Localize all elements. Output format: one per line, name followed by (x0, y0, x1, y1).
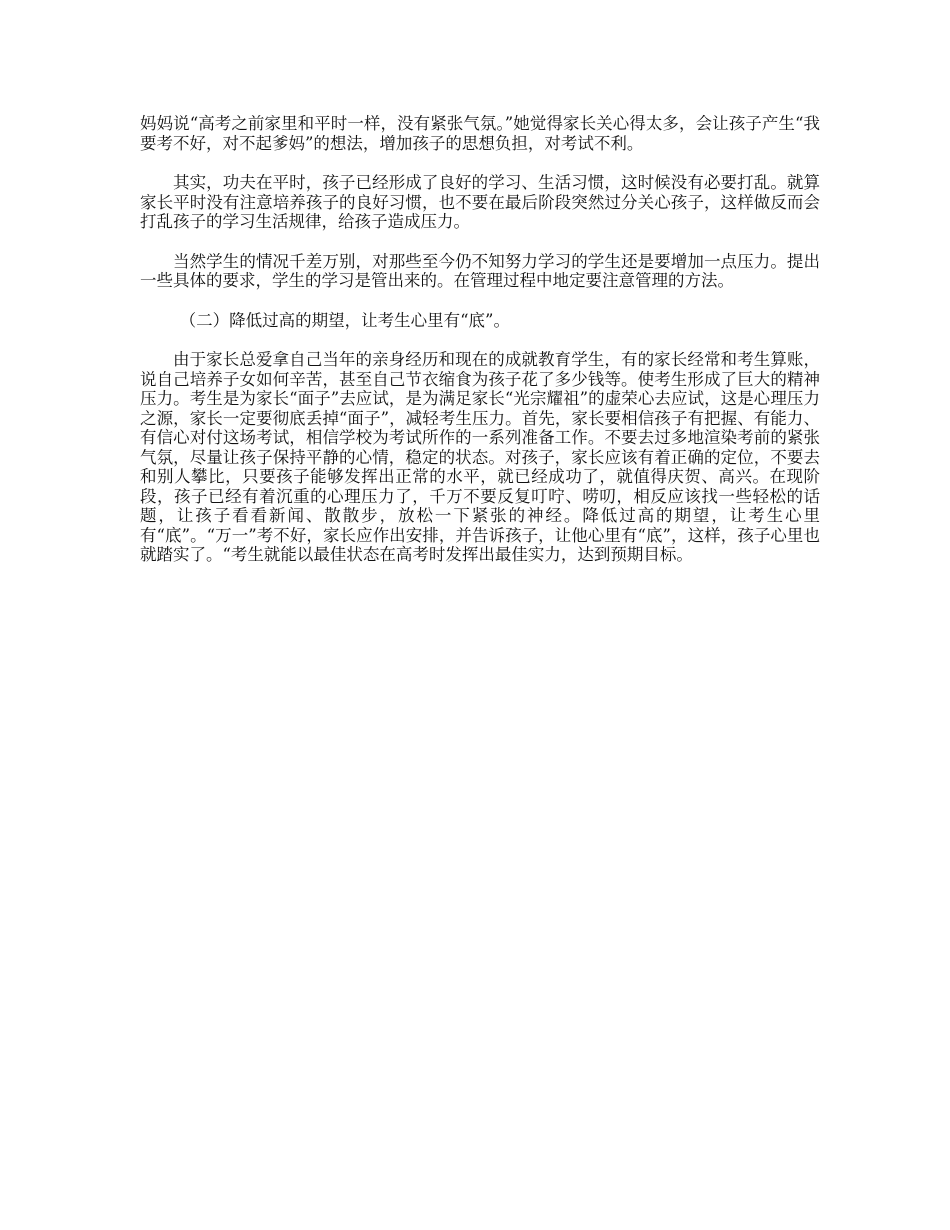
section-heading: （二）降低过高的期望，让考生心里有“底”。 (179, 310, 510, 330)
paragraph-pressure: 当然学生的情况千差万别，对那些至今仍不知努力学习的学生还是要增加一点压力。提出一些具体的要求，学生的学习是管出来的。在管理过程中地定要注意管理的方法。 (140, 251, 820, 290)
paragraph-continuation: 妈妈说“高考之前家里和平时一样，没有紧张气氛。”她觉得家长关心得太多，会让孩子产生“我要考不好，对不起爹妈”的想法，增加孩子的思想负担，对考试不利。 (140, 114, 820, 153)
paragraph-habits: 其实，功夫在平时，孩子已经形成了良好的学习、生活习惯，这时候没有必要打乱。就算家长平时没有注意培养孩子的良好习惯，也不要在最后阶段突然过分关心孩子，这样做反而会打乱孩子的学习生活规律，给孩子造成压力。 (140, 173, 820, 231)
paragraph-expectations: 由于家长总爱拿自己当年的亲身经历和现在的成就教育学生，有的家长经常和考生算账，说自己培养子女如何辛苦，甚至自己节衣缩食为孩子花了多少钱等。使考生形成了巨大的精神压力。考生是为家长“面子”去应试，是为满足家长“光宗耀祖”的虚荣心去应试，这是心理压力之源，家长一定要彻底丢掉“面子”，减轻考生压力。首先，家长要相信孩子有把握、有能力、有信心对付这场考试，相信学校为考试所作的一系列准备工作。不要去过多地渲染考前的紧张气氛，尽量让孩子保持平静的心情，稳定的状态。对孩子，家长应该有着正确的定位，不要去和别人攀比，只要孩子能够发挥出正常的水平，就已经成功了，就值得庆贺、高兴。在现阶段，孩子已经有着沉重的心理压力了，千万不要反复叮咛、唠叨，相反应该找一些轻松的话题，让孩子看看新闻、散散步，放松一下紧张的神经。降低过高的期望，让考生心里有“底”。“万一”考不好，家长应作出安排，并告诉孩子，让他心里有“底”，这样，孩子心里也就踏实了。“考生就能以最佳状态在高考时发挥出最佳实力，达到预期目标。 (140, 350, 820, 564)
document-page (140, 114, 820, 585)
